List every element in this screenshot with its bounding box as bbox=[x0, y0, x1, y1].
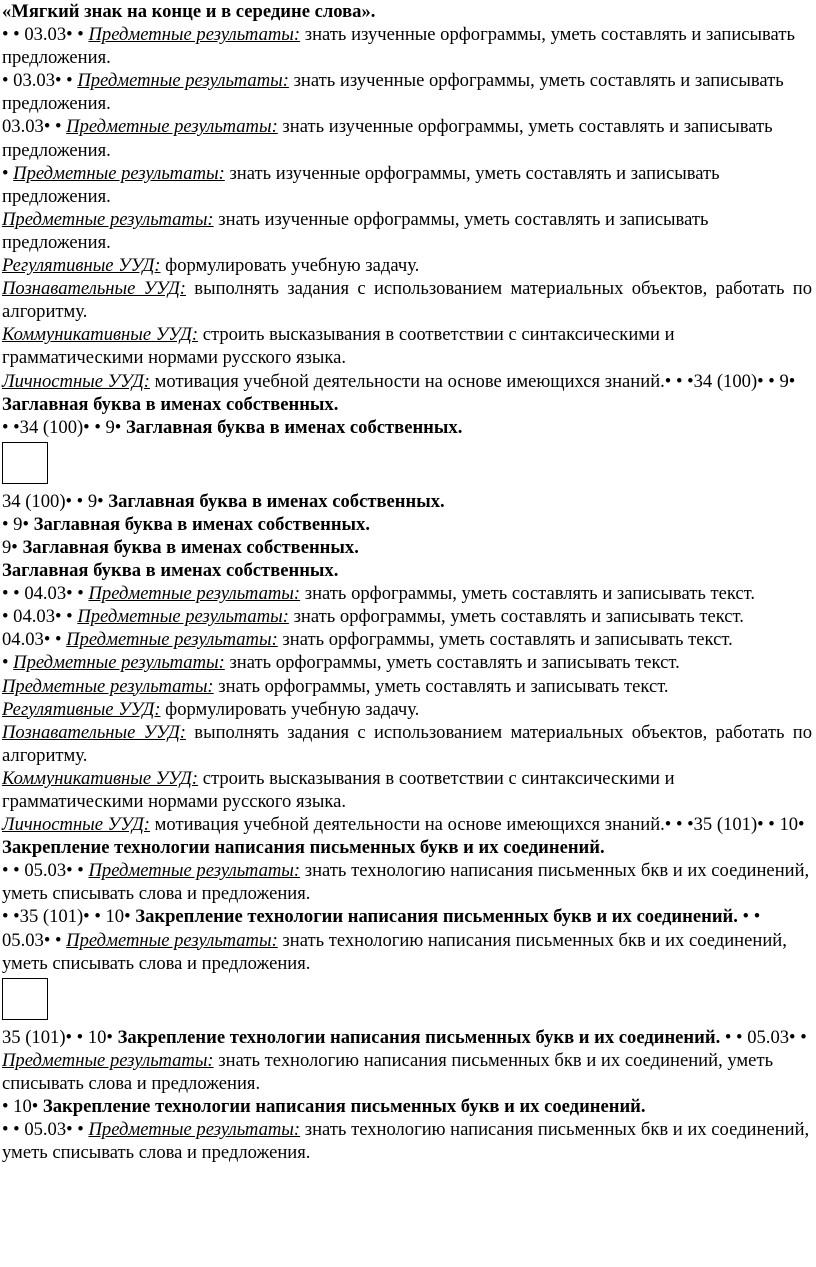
paragraph bbox=[2, 605, 812, 628]
bullets: • bbox=[2, 162, 14, 184]
paragraph bbox=[2, 859, 812, 905]
bullets-date: • • 05.03• • bbox=[2, 860, 89, 882]
paragraph bbox=[2, 23, 812, 69]
lesson-topic: Заглавная буква в именах собственных. bbox=[22, 536, 359, 558]
lesson-topic: Закрепление технологии написания письменных букв и их соединений. bbox=[117, 1026, 721, 1048]
label-subject-results: Предметные результаты: bbox=[88, 24, 301, 46]
label-personal: Личностные УУД: bbox=[2, 814, 150, 836]
paragraph bbox=[2, 115, 812, 161]
lesson-topic: Закрепление технологии написания письменных букв и их соединений. bbox=[2, 837, 605, 859]
image-placeholder bbox=[2, 978, 48, 1020]
paragraph bbox=[2, 208, 812, 254]
paragraph bbox=[2, 651, 812, 674]
bullets-date: • • 05.03• • bbox=[720, 1026, 807, 1048]
label-subject-results: Предметные результаты: bbox=[2, 208, 214, 230]
text: знать орфограммы, уметь составлять и записывать текст. bbox=[213, 675, 669, 697]
text: знать орфограммы, уметь составлять и записывать текст. bbox=[277, 629, 733, 651]
bullets-date: • 04.03• • bbox=[2, 606, 78, 628]
bullets-date: • • 05.03• • bbox=[2, 1119, 89, 1141]
paragraph bbox=[2, 628, 812, 651]
bullets-number: 9• bbox=[2, 536, 23, 558]
label-subject-results: Предметные результаты: bbox=[88, 860, 301, 882]
text: формулировать учебную задачу. bbox=[160, 255, 420, 277]
text: знать изученные орфограммы, уметь составлять и записывать предложения. bbox=[2, 24, 795, 69]
label-communicative: Коммуникативные УУД: bbox=[2, 767, 199, 789]
label-subject-results: Предметные результаты: bbox=[2, 675, 214, 697]
text: знать технологию написания письменных бкв и их соединений, уметь списывать слова и предложения. bbox=[2, 1049, 774, 1094]
label-subject-results: Предметные результаты: bbox=[13, 162, 225, 184]
paragraph bbox=[2, 277, 812, 323]
lesson-topic: Закрепление технологии написания письменных букв и их соединений. bbox=[42, 1096, 646, 1118]
label-subject-results: Предметные результаты: bbox=[88, 583, 301, 605]
text: знать изученные орфограммы, уметь составлять и записывать предложения. bbox=[2, 116, 773, 161]
text: знать технологию написания письменных бкв и их соединений, уметь списывать слова и предложения. bbox=[2, 860, 810, 905]
text: выполнять задания с использованием материальных объектов, работать по алгоритму. bbox=[2, 278, 812, 323]
text: знать орфограммы, уметь составлять и записывать текст. bbox=[224, 652, 680, 674]
label-subject-results: Предметные результаты: bbox=[66, 929, 278, 951]
lesson-topic: Заглавная буква в именах собственных. bbox=[33, 513, 371, 535]
bullets-date: • • 03.03• • bbox=[2, 24, 89, 46]
label-regulatory: Регулятивные УУД: bbox=[2, 255, 161, 277]
label-subject-results: Предметные результаты: bbox=[66, 629, 278, 651]
paragraph bbox=[2, 675, 812, 698]
text: строить высказывания в соответствии с синтаксическими и грамматическими нормами русского языка. bbox=[2, 324, 675, 369]
paragraph bbox=[2, 721, 812, 767]
text: знать изученные орфограммы, уметь составлять и записывать предложения. bbox=[2, 70, 784, 115]
text: формулировать учебную задачу. bbox=[160, 698, 420, 720]
text: знать технологию написания письменных бкв и их соединений, уметь списывать слова и предложения. bbox=[2, 929, 787, 974]
lesson-topic: Заглавная буква в именах собственных. bbox=[2, 393, 339, 415]
label-cognitive: Познавательные УУД: bbox=[2, 721, 186, 743]
bullets-number: • 10• bbox=[2, 1096, 43, 1118]
bullets-date: • 03.03• • bbox=[2, 70, 78, 92]
label-regulatory: Регулятивные УУД: bbox=[2, 698, 161, 720]
bullets-date: 04.03• • bbox=[2, 629, 67, 651]
bullets-date: • • 05.03• • bbox=[2, 906, 761, 951]
label-subject-results: Предметные результаты: bbox=[88, 1119, 301, 1141]
paragraph bbox=[2, 1095, 812, 1118]
paragraph bbox=[2, 490, 812, 513]
text: знать технологию написания письменных бкв и их соединений, уметь списывать слова и предложения. bbox=[2, 1119, 810, 1164]
lesson-topic: Заглавная буква в именах собственных. bbox=[125, 416, 463, 438]
bullets: • bbox=[2, 652, 14, 674]
paragraph bbox=[2, 582, 812, 605]
bullets-number: 35 (101)• • 10• bbox=[2, 1026, 118, 1048]
paragraph bbox=[2, 1118, 812, 1164]
label-subject-results: Предметные результаты: bbox=[77, 70, 289, 92]
label-subject-results: Предметные результаты: bbox=[2, 1049, 214, 1071]
text: знать орфограммы, уметь составлять и записывать текст. bbox=[288, 606, 744, 628]
label-subject-results: Предметные результаты: bbox=[77, 606, 289, 628]
paragraph bbox=[2, 767, 812, 813]
label-personal: Личностные УУД: bbox=[2, 370, 150, 392]
text: мотивация учебной деятельности на основе имеющихся знаний.• • •34 (100)• • 9• bbox=[149, 370, 796, 392]
paragraph bbox=[2, 254, 812, 277]
bullets-number: • •35 (101)• • 10• bbox=[2, 906, 136, 928]
label-communicative: Коммуникативные УУД: bbox=[2, 324, 199, 346]
paragraph bbox=[2, 513, 812, 536]
lesson-topic: Заглавная буква в именах собственных. bbox=[108, 490, 445, 512]
paragraph bbox=[2, 370, 812, 416]
bullets-date: 03.03• • bbox=[2, 116, 67, 138]
paragraph bbox=[2, 69, 812, 115]
paragraph bbox=[2, 162, 812, 208]
lesson-topic: Закрепление технологии написания письменных букв и их соединений. bbox=[135, 906, 738, 928]
paragraph bbox=[2, 323, 812, 369]
paragraph bbox=[2, 698, 812, 721]
bullets-number: • 9• bbox=[2, 513, 34, 535]
label-cognitive: Познавательные УУД: bbox=[2, 278, 186, 300]
paragraph bbox=[2, 1026, 812, 1095]
text: мотивация учебной деятельности на основе имеющихся знаний.• • •35 (101)• • 10• bbox=[149, 814, 805, 836]
paragraph bbox=[2, 905, 812, 974]
text: знать орфограммы, уметь составлять и записывать текст. bbox=[300, 583, 756, 605]
label-subject-results: Предметные результаты: bbox=[66, 116, 278, 138]
label-subject-results: Предметные результаты: bbox=[13, 652, 225, 674]
bullets-number: • •34 (100)• • 9• bbox=[2, 416, 126, 438]
paragraph bbox=[2, 813, 812, 859]
lesson-topic: Заглавная буква в именах собственных. bbox=[2, 560, 339, 582]
bullets-date: • • 04.03• • bbox=[2, 583, 89, 605]
text: знать изученные орфограммы, уметь составлять и записывать предложения. bbox=[2, 208, 709, 253]
paragraph bbox=[2, 536, 812, 559]
text: знать изученные орфограммы, уметь составлять и записывать предложения. bbox=[2, 162, 720, 207]
text: строить высказывания в соответствии с синтаксическими и грамматическими нормами русского языка. bbox=[2, 767, 675, 812]
image-placeholder bbox=[2, 442, 48, 484]
lesson-title: «Мягкий знак на конце и в середине слова». bbox=[2, 1, 376, 22]
text: выполнять задания с использованием материальных объектов, работать по алгоритму. bbox=[2, 721, 812, 766]
paragraph bbox=[2, 416, 812, 439]
bullets-number: 34 (100)• • 9• bbox=[2, 490, 109, 512]
